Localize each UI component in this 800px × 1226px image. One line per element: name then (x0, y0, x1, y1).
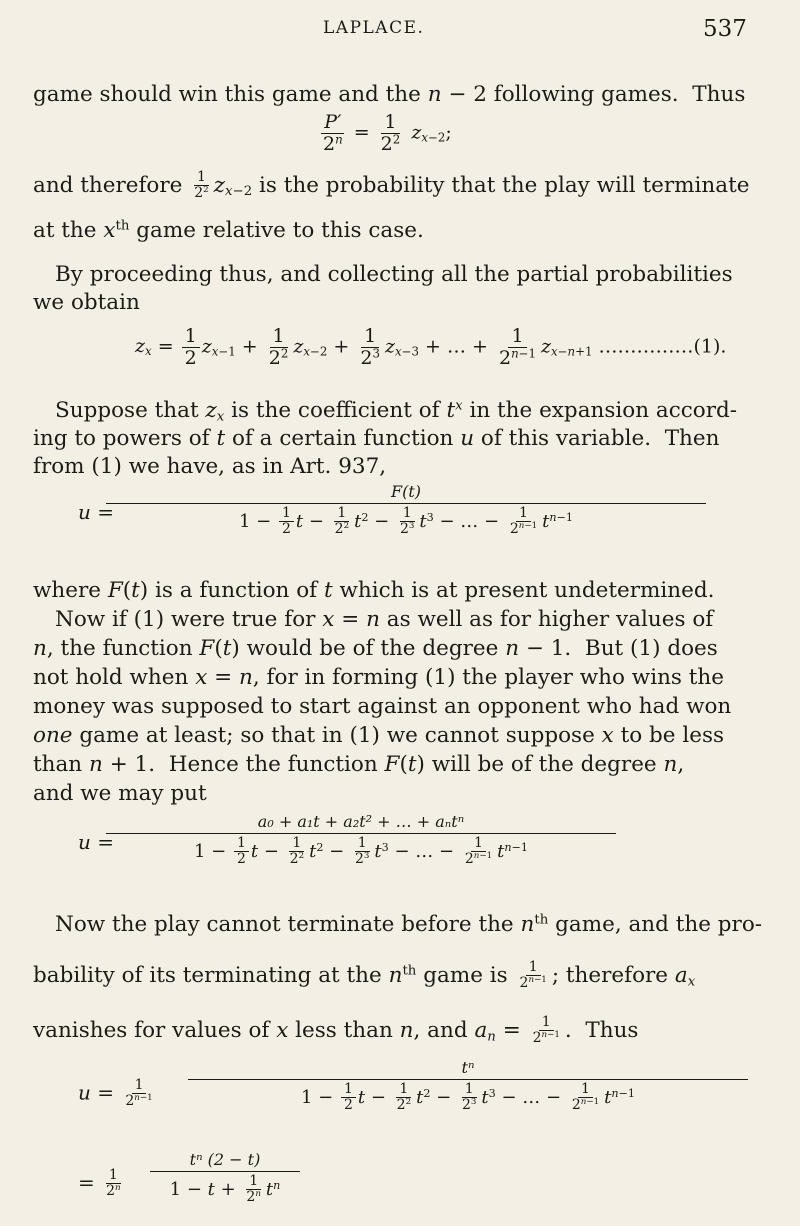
text-line: where F(t) is a function of t which is at present undetermined. (33, 578, 715, 603)
text-line: n, the function F(t) would be of the degree n − 1. But (1) does (33, 636, 718, 661)
equation-u-third: tⁿ 1 − $\frac{1}{2}$ t − $\frac{1}{2^2}$ $t^2$ − $\frac{1}{2^3}$ $t^3$ − … − $\frac{1}{2^{n-1}}$ $t^{n-1}$ (188, 1058, 748, 1114)
t-power-n: tⁿ (461, 1058, 475, 1077)
equation-lhs: u = (78, 500, 115, 524)
equation-1: $z_x$ = $\frac{1}{2}$ $z_{x-1}$ + $\frac{1}{2^2}$ $z_{x-2}$ + $\frac{1}{2^3}$ $z_{x-3}$ + … + $\frac{1}{2^{n-1}}$ $z_{x-n+1}$ ……………(1). (135, 325, 727, 369)
page-number: 537 (703, 16, 747, 42)
equation-u-final: tⁿ (2 − t) 1 − t + $\frac{1}{2^n}$ $t^n$ (150, 1150, 300, 1206)
text-line: Now the play cannot terminate before the $n^{th}$ game, and the pro- (55, 912, 763, 937)
equation-u-first: F(t) 1 − $\frac{1}{2}$ t − $\frac{1}{2^2}$ $t^2$ − $\frac{1}{2^3}$ $t^3$ − … − $\frac{1}{2^{n-1}}$ $t^{n-1}$ (106, 482, 706, 538)
text-line: money was supposed to start against an opponent who had won (33, 694, 732, 719)
text-line: By proceeding thus, and collecting all the partial probabilities (55, 262, 733, 287)
text-line: from (1) we have, as in Art. 937, (33, 454, 387, 479)
equation-lhs: u = (78, 830, 115, 854)
f-of-t: F(t) (390, 482, 421, 501)
text-line: at the $x^{th}$ game relative to this case. (33, 218, 424, 243)
text-line: bability of its terminating at the $n^{th}$ game is $\frac{1}{2^{n-1}}$ ; therefore $a_x$ (33, 959, 696, 992)
equation-lhs: u = $\frac{1}{2^{n-1}}$ (78, 1077, 153, 1110)
equation-p-prime: $\frac{P'}{2^n}$ = $\frac{1}{2^2}$ $z_{x-2}$; (323, 111, 452, 155)
text-line: we obtain (33, 290, 140, 315)
equation-u-second: a₀ + a₁t + a₂t² + … + aₙtⁿ 1 − $\frac{1}{2}$ t − $\frac{1}{2^2}$ $t^2$ − $\frac{1}{2^3}$ $t^3$ − … − $\frac{1}{2^{n-1}}$ $t^{n-1}$ (106, 812, 616, 868)
text-line: than n + 1. Hence the function F(t) will be of the degree n, (33, 752, 685, 777)
running-head: LAPLACE. (323, 18, 425, 38)
text-line: Now if (1) were true for x = n as well as for higher values of (55, 607, 714, 632)
text-line: and we may put (33, 781, 207, 806)
text-line: game should win this game and the n − 2 following games. Thus (33, 82, 746, 107)
text-line: not hold when x = n, for in forming (1) the player who wins the (33, 665, 725, 690)
text-line: and therefore $\frac{1}{2^2}$ $z_{x-2}$ is the probability that the play will terminate (33, 169, 750, 202)
equation-label: (1). (693, 335, 727, 358)
text-line: Suppose that $z_x$ is the coefficient of $t^x$ in the expansion accord- (55, 398, 738, 425)
final-numerator: tⁿ (2 − t) (189, 1150, 261, 1169)
text-line: ing to powers of t of a certain function u of this variable. Then (33, 426, 720, 451)
text-line: vanishes for values of x less than n, and $a_n$ = $\frac{1}{2^{n-1}}$ . Thus (33, 1014, 639, 1047)
page-header (0, 16, 800, 46)
text-line: one game at least; so that in (1) we cannot suppose x to be less (33, 723, 725, 748)
equation-lhs: = $\frac{1}{2^n}$ (78, 1167, 121, 1200)
polynomial-numerator: a₀ + a₁t + a₂t² + … + aₙtⁿ (257, 812, 465, 831)
